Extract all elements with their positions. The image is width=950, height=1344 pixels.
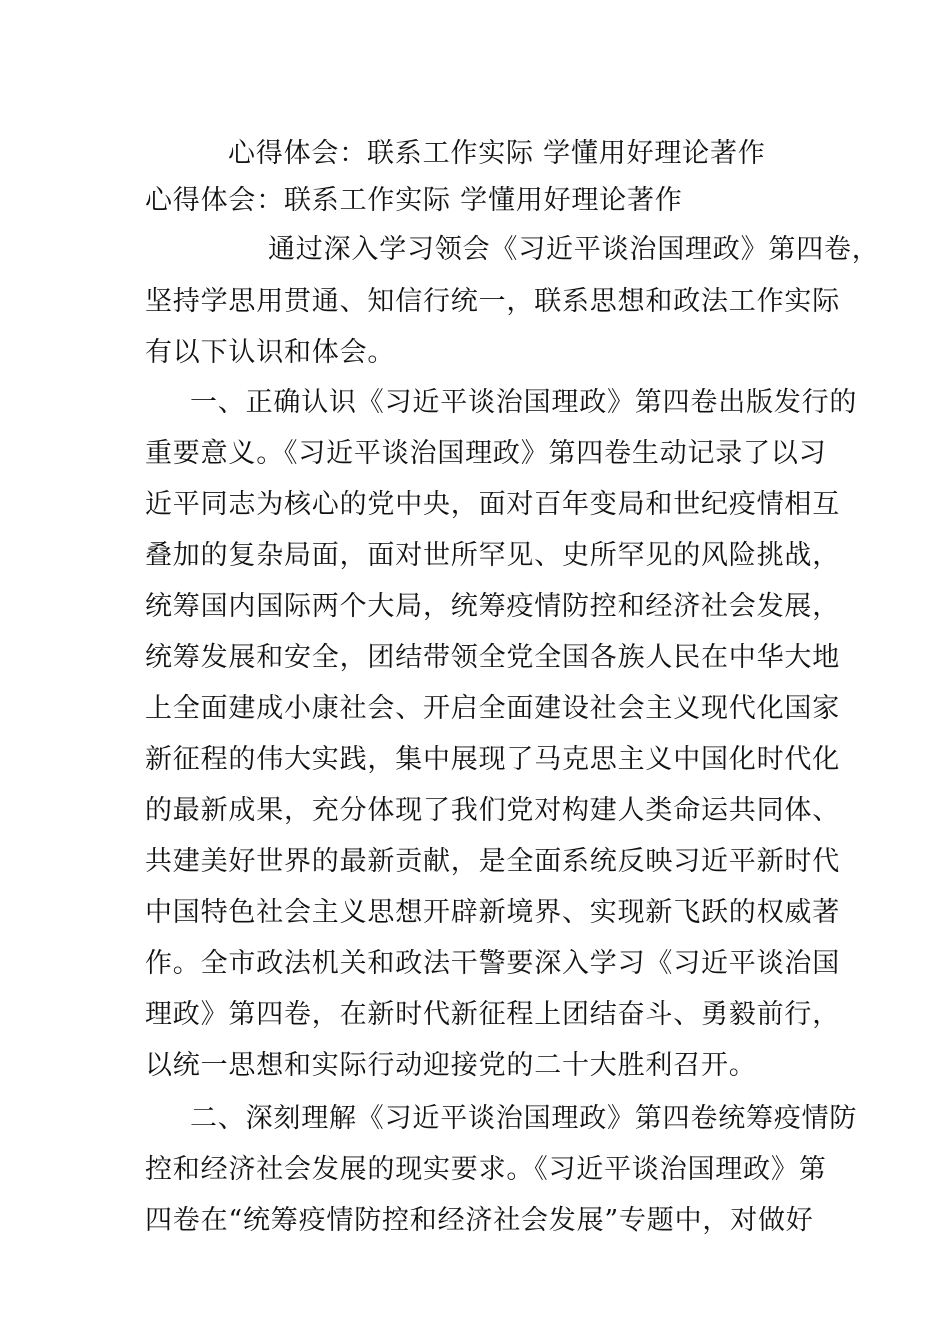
body-line: 一、正确认识《习近平谈治国理政》第四卷出版发行的 bbox=[190, 387, 858, 418]
body-line: 近平同志为核心的党中央，面对百年变局和世纪疫情相互 bbox=[145, 489, 840, 520]
body-line: 通过深入学习领会《习近平谈治国理政》第四卷， bbox=[268, 234, 880, 265]
body-line: 作。全市政法机关和政法干警要深入学习《习近平谈治国 bbox=[145, 948, 840, 979]
body-line: 控和经济社会发展的现实要求。《习近平谈治国理政》第 bbox=[145, 1154, 827, 1185]
body-line: 重要意义。《习近平谈治国理政》第四卷生动记录了以习 bbox=[145, 438, 827, 469]
body-line: 理政》第四卷，在新时代新征程上团结奋斗、勇毅前行， bbox=[145, 999, 840, 1030]
body-line: 坚持学思用贯通、知信行统一，联系思想和政法工作实际 bbox=[145, 286, 840, 317]
title-repeat: 心得体会：联系工作实际 学懂用好理论著作 bbox=[145, 185, 683, 216]
body-line: 四卷在“统筹疫情防控和经济社会发展”专题中，对做好 bbox=[145, 1205, 814, 1236]
body-line: 有以下认识和体会。 bbox=[145, 337, 396, 368]
body-line: 叠加的复杂局面，面对世所罕见、史所罕见的风险挑战， bbox=[145, 540, 840, 571]
body-line: 的最新成果，充分体现了我们党对构建人类命运共同体、 bbox=[145, 795, 840, 826]
body-line: 上全面建成小康社会、开启全面建设社会主义现代化国家 bbox=[145, 693, 840, 724]
body-line: 中国特色社会主义思想开辟新境界、实现新飞跃的权威著 bbox=[145, 897, 840, 928]
body-line: 共建美好世界的最新贡献，是全面系统反映习近平新时代 bbox=[145, 846, 840, 877]
body-line: 以统一思想和实际行动迎接党的二十大胜利召开。 bbox=[145, 1050, 757, 1081]
body-line: 新征程的伟大实践，集中展现了马克思主义中国化时代化 bbox=[145, 744, 840, 775]
body-line: 统筹国内国际两个大局，统筹疫情防控和经济社会发展， bbox=[145, 591, 840, 622]
body-line: 统筹发展和安全，团结带领全党全国各族人民在中华大地 bbox=[145, 642, 840, 673]
title-centered: 心得体会：联系工作实际 学懂用好理论著作 bbox=[228, 138, 766, 169]
body-line: 二、深刻理解《习近平谈治国理政》第四卷统筹疫情防 bbox=[190, 1103, 858, 1134]
